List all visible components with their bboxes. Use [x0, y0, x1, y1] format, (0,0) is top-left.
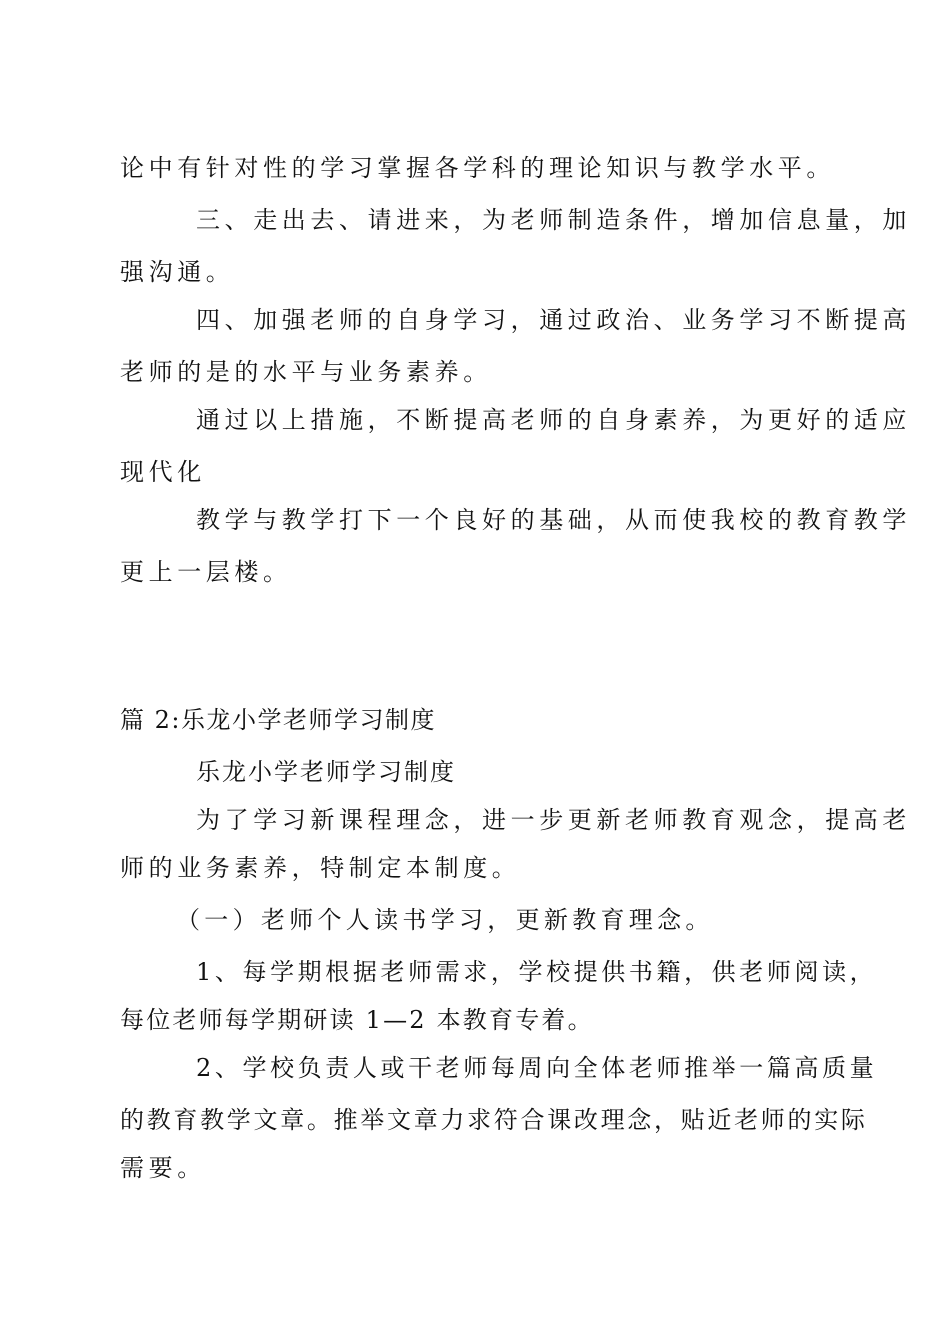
subsection-heading: （一）老师个人读书学习，更新教育理念。	[176, 906, 714, 934]
paragraph-line: 论中有针对性的学习掌握各学科的理论知识与教学水平。	[120, 154, 835, 182]
paragraph-line: 2、学校负责人或干老师每周向全体老师推举一篇高质量	[196, 1054, 878, 1082]
paragraph-line: 为了学习新课程理念，进一步更新老师教育观念，提高老	[196, 806, 911, 834]
paragraph-line: 的教育教学文章。推举文章力求符合课改理念，贴近老师的实际	[120, 1106, 868, 1134]
paragraph-line: 师的业务素养，特制定本制度。	[120, 854, 521, 882]
paragraph-line: 四、加强老师的自身学习，通过政治、业务学习不断提高	[196, 306, 911, 334]
section-heading: 篇 2:乐龙小学老师学习制度	[120, 706, 436, 734]
paragraph-line: 教学与教学打下一个良好的基础，从而使我校的教育教学	[196, 506, 911, 534]
paragraph-line: 现代化	[120, 458, 206, 486]
paragraph-line: 1、每学期根据老师需求，学校提供书籍，供老师阅读，	[196, 958, 878, 986]
paragraph-line: 每位老师每学期研读 1—2 本教育专着。	[120, 1006, 594, 1034]
paragraph-line: 三、走出去、请进来，为老师制造条件，增加信息量，加	[196, 206, 911, 234]
paragraph-line: 强沟通。	[120, 258, 235, 286]
paragraph-line: 老师的是的水平与业务素养。	[120, 358, 492, 386]
paragraph-line: 需要。	[120, 1154, 206, 1182]
paragraph-line: 更上一层楼。	[120, 558, 292, 586]
paragraph-line: 通过以上措施，不断提高老师的自身素养，为更好的适应	[196, 406, 911, 434]
section-title: 乐龙小学老师学习制度	[196, 758, 456, 786]
